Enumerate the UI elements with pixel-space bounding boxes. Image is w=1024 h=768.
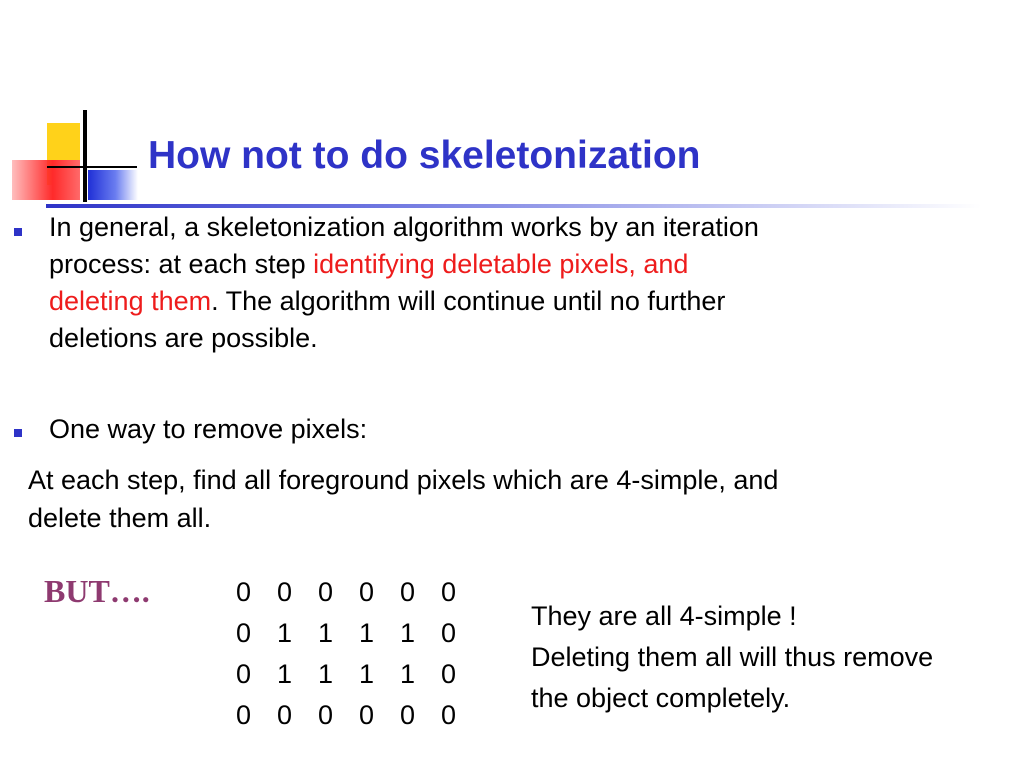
note-line-2: Deleting them all will thus remove — [531, 642, 934, 672]
logo-horizontal-line — [47, 166, 137, 168]
paragraph-line-1: At each step, find all foreground pixels which are 4-simple, and — [28, 465, 779, 495]
bullet-1-line-3 — [49, 283, 759, 320]
matrix-cell: 0 — [441, 577, 457, 607]
matrix-cell: 1 — [359, 618, 375, 648]
matrix-cell: 1 — [277, 659, 293, 689]
matrix-cell: 0 — [318, 577, 334, 607]
title-underline — [46, 204, 981, 208]
matrix-cell: 1 — [318, 618, 334, 648]
text-span: . The algorithm will continue until no further — [211, 286, 726, 316]
text-span: deletions are possible. — [49, 323, 318, 353]
bullet-1-line-2 — [49, 246, 759, 283]
matrix-cell: 0 — [318, 700, 334, 730]
matrix-cell: 0 — [236, 618, 252, 648]
matrix-cell: 0 — [441, 618, 457, 648]
note-line-1: They are all 4-simple ! — [531, 601, 797, 631]
text-span: process: at each step — [49, 249, 314, 279]
but-label: BUT…. — [44, 573, 150, 609]
matrix-cell: 0 — [400, 577, 416, 607]
matrix-cell: 0 — [400, 700, 416, 730]
matrix-cell: 1 — [277, 618, 293, 648]
matrix-row — [236, 654, 482, 695]
bullet-1-line-1 — [49, 209, 759, 246]
matrix-row — [236, 613, 482, 654]
matrix-cell: 0 — [236, 577, 252, 607]
paragraph-line-2: delete them all. — [28, 503, 212, 533]
logo-vertical-line — [83, 110, 87, 202]
matrix-cell: 0 — [277, 700, 293, 730]
matrix-row — [236, 695, 482, 736]
step-paragraph — [28, 461, 778, 537]
bullet-1-line-4 — [49, 320, 759, 357]
bullet-marker-2 — [14, 429, 22, 437]
pixel-matrix — [236, 572, 482, 736]
highlighted-text: deleting them — [49, 286, 212, 316]
matrix-cell: 0 — [236, 700, 252, 730]
matrix-cell: 1 — [400, 659, 416, 689]
logo-blue-bar — [88, 170, 138, 200]
bullet-1-text — [49, 209, 759, 357]
matrix-cell: 1 — [400, 618, 416, 648]
matrix-cell: 0 — [236, 659, 252, 689]
matrix-cell: 0 — [441, 659, 457, 689]
note-text — [531, 596, 933, 719]
highlighted-text: identifying deletable pixels, and — [313, 249, 689, 279]
matrix-cell: 0 — [441, 700, 457, 730]
text-span: One way to remove pixels: — [49, 414, 368, 444]
matrix-row — [236, 572, 482, 613]
matrix-cell: 0 — [277, 577, 293, 607]
bullet-2-text — [49, 411, 367, 448]
slide-title: How not to do skeletonization — [148, 134, 701, 177]
matrix-cell: 1 — [318, 659, 334, 689]
matrix-cell: 0 — [359, 700, 375, 730]
note-line-3: the object completely. — [531, 683, 791, 713]
matrix-cell: 0 — [359, 577, 375, 607]
bullet-marker-1 — [14, 228, 22, 236]
matrix-cell: 1 — [359, 659, 375, 689]
text-span: In general, a skeletonization algorithm works by an iteration — [49, 212, 759, 242]
